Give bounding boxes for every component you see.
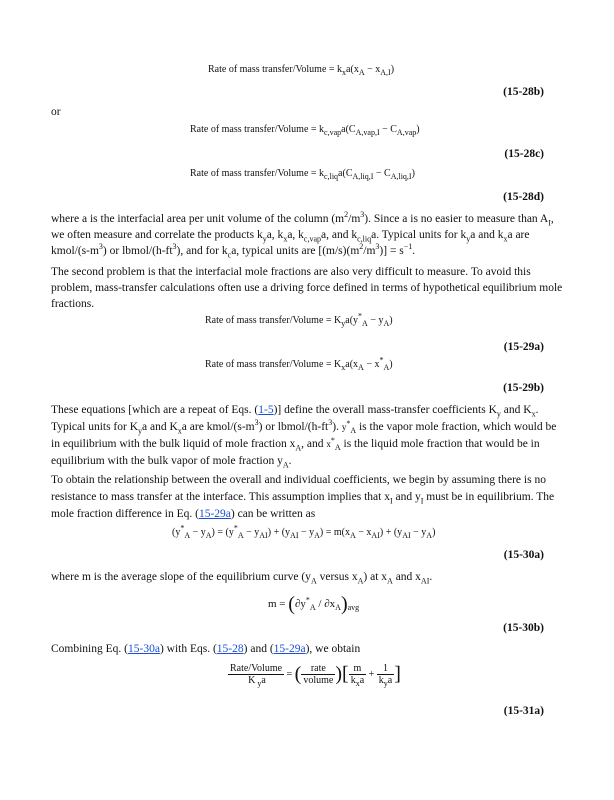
equation-15-28d: Rate of mass transfer/Volume = $k_{c,liq}a(C_{A,liq,I} - C_{A,liq,I})$: [190, 168, 415, 181]
equation-15-30a: $(y^*_A - y_A) = (y^*_A - y_{AI}) + (y_{AI} - y_A) = m(x_A - x_{AI}) + (y_{AI} - y_A)$: [172, 523, 436, 540]
or-text: or: [51, 106, 61, 118]
equation-15-29a: Rate of mass transfer/Volume = $K_ya(y^*_A - y_A)$: [205, 311, 393, 328]
equation-15-28c: Rate of mass transfer/Volume = $k_{c,vap}a(C_{A,vap,I} - C_{A,vap})$: [190, 124, 420, 137]
fraction-m-over-kxa: $\frac{m}{k_xa}$: [350, 663, 365, 688]
equation-number: (15-30a): [503, 549, 544, 561]
paragraph-overall-coefficients: These equations [which are a repeat of Eqs. (1-5)] define the overall mass-transfer coefficients $K_y$ and $K_x$. Typical units for $K_ya$ and $K_xa$ are kmol/$(s-m^3)$ or lbmol/$(h-ft^3)$. $y^*_A$ is the vapor mole fraction, which would be in equilibrium with the bulk liquid of mole fraction $x_A$, and $x^*_A$ is the liquid mole fraction that would be in equilibrium with the bulk vapor of mole fraction $y_A$.: [51, 404, 557, 470]
link-eq-15-30a[interactable]: 15-30a: [128, 643, 160, 655]
equation-number: (15-28d): [503, 191, 544, 203]
equation-number: (15-31a): [503, 705, 544, 717]
link-eq-15-29a[interactable]: 15-29a: [273, 643, 306, 655]
equation-number: (15-29b): [503, 382, 544, 394]
paragraph-combining: Combining Eq. (15-30a) with Eqs. (15-28) and (15-29a), we obtain: [51, 643, 361, 655]
equation-15-30b: $m = (\partial y^*_A / \partial x_A)_{avg}$: [268, 593, 360, 615]
fraction-1-over-kya: $\frac{1}{k_ya}$: [378, 663, 393, 688]
paragraph-average-slope: where m is the average slope of the equilibrium curve ($y_A$ versus $x_A$) at $x_A$ and $x_{AI}$.: [51, 571, 433, 586]
paragraph-relationship: To obtain the relationship between the overall and individual coefficients, we begin by assuming there is no resistance to mass transfer at the interface. This assumption implies that $x_I$ and $y_I$ must be in equilibrium. The mole fraction difference in Eq. (15-29a) can be written as: [51, 474, 555, 520]
paragraph-interfacial-area: where a is the interfacial area per unit volume of the column $(m^2/m^3)$. Since a is no easier to measure than $A_I$, we often measure and correlate the products $k_ya$, $k_xa$, $k_{c,vap}a$, and $k_{c,liq}a$. Typical units for $k_ya$ and $k_xa$ are kmol/$(s-m^3)$ or lbmol/$(h-ft^3)$, and for $k_ca$, typical units are $[(m/s)(m^2/m^3)] = s^{-1}$.: [51, 210, 554, 260]
equation-15-29b: Rate of mass transfer/Volume = $K_xa(x_A - x^*_A)$: [205, 355, 393, 372]
equation-number: (15-30b): [503, 622, 544, 634]
paragraph-second-problem: The second problem is that the interfacial mole fractions are also very difficult to measure. To avoid this problem, mass-transfer calculations often use a driving force defined in terms of hypothetical equilibrium mole fractions.: [51, 266, 563, 310]
equation-15-28b: Rate of mass transfer/Volume = $k_xa(x_A - x_{A,I})$: [208, 64, 395, 77]
link-eq-15-29a[interactable]: 15-29a: [198, 508, 231, 520]
equation-number: (15-29a): [503, 341, 544, 353]
link-eq-1-5[interactable]: 1-5: [258, 404, 274, 416]
equation-number: (15-28b): [503, 86, 544, 98]
fraction-rate-volume: $\frac{\text{Rate/Volume}}{K _ya}$: [230, 663, 283, 688]
equation-number: (15-28c): [504, 148, 544, 160]
fraction-rate-over-volume: $\frac{\text{rate}}{\text{volume}}$: [303, 663, 334, 686]
link-eq-15-28[interactable]: 15-28: [216, 643, 244, 655]
equation-15-31a: $\frac{\text{Rate/Volume}}{K _ya}$ = ( $\frac{\text{rate}}{\text{volume}}$ )[ $\frac{m}{k_xa}$ + $\frac{1}{k_ya}$ ]: [230, 663, 401, 688]
